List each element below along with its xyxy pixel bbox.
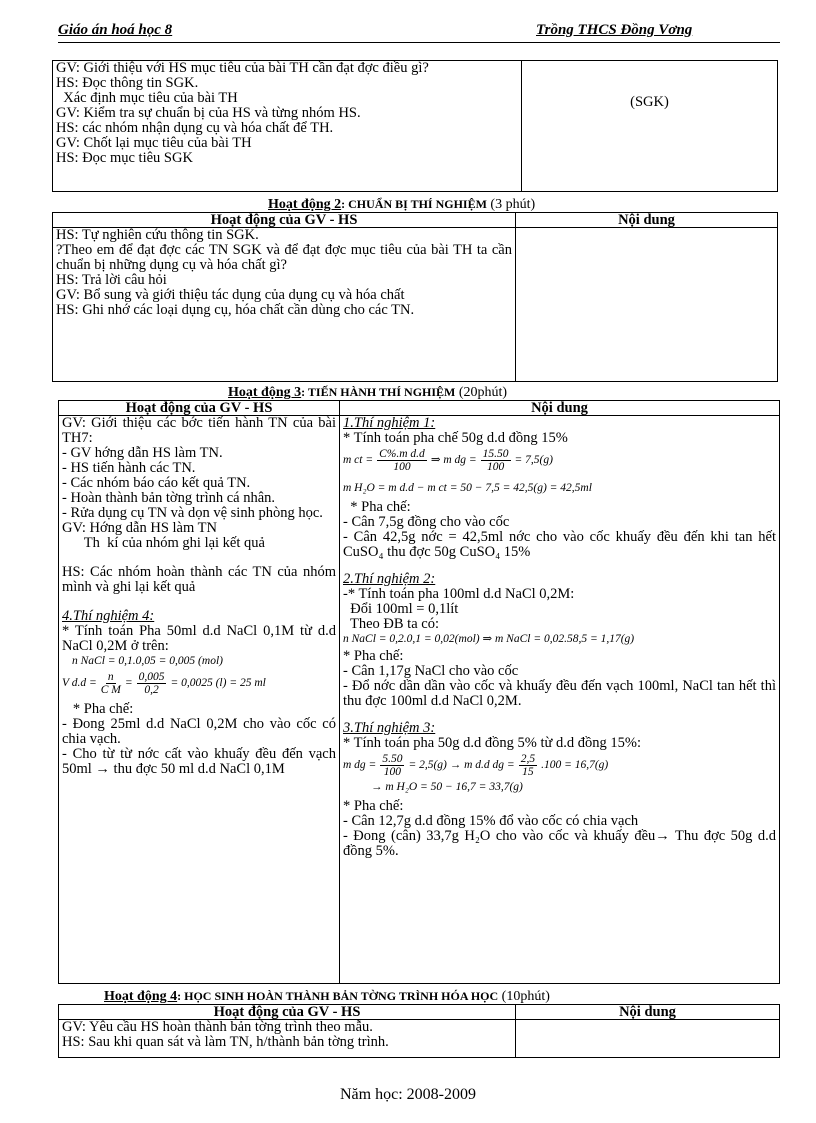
a3-line: - Rửa dụng cụ TN và dọn vệ sinh phòng học. (62, 505, 323, 521)
exp3-step: - Đong (cân) 33,7g H₂O cho vào cốc và khuấy đều→ Thu đợc 50g d.d đồng 5%. (343, 828, 776, 859)
a3-line: - Các nhóm báo cáo kết quả TN. (62, 475, 251, 491)
a3-line: Th kí của nhóm ghi lại kết quả (62, 535, 265, 551)
exp4-formula2: V d.d = $\frac{n}{\text{C M}}$ = $\frac{0,005}{0,2}$ = 0,0025 (l) = 25 ml (62, 671, 266, 696)
exp4-formula1: n NaCl = 0,1.0,05 = 0,005 (mol) (72, 655, 223, 667)
intro-line: HS: Đọc mục tiêu SGK (56, 150, 193, 166)
a3-line: - GV hớng dẫn HS làm TN. (62, 445, 223, 461)
exp1-formula2: m H₂O = m d.d − m ct = 50 − 7,5 = 42,5(g) = 42,5ml (343, 482, 592, 494)
table-activity3 (58, 400, 780, 984)
exp3-formula1: m dg = $\frac{5.50}{100}$ = 2,5(g) → m d.d dg = $\frac{2,5}{15}$ .100 = 16,7(g) (343, 753, 609, 778)
exp2-title: 2.Thí nghiệm 2: (343, 571, 436, 587)
exp4-step: - Cho từ từ nớc cất vào khuấy đều đến vạch 50ml → thu đợc 50 ml d.d NaCl 0,1M (62, 746, 336, 777)
exp1-formula1: m ct = $\frac{\text{C\%.m d.d}}{100}$ ⇒ m dg = $\frac{15.50}{100}$ = 7,5(g) (343, 448, 553, 473)
exp4-prep: * Pha chế: (62, 701, 134, 717)
exp2-line: Đổi 100ml = 0,1lít (343, 601, 459, 617)
fraction: $\frac{2,5}{15}$ (520, 753, 536, 778)
table-activity2 (52, 212, 778, 382)
fraction: $\frac{0,005}{0,2}$ (138, 671, 165, 696)
a3-line: - HS tiến hành các TN. (62, 460, 196, 476)
fraction: $\frac{5.50}{100}$ (382, 753, 403, 778)
a2-line: HS: Tự nghiên cứu thông tin SGK. (56, 227, 259, 243)
a3-line: GV: Hớng dẫn HS làm TN (62, 520, 217, 536)
exp1-step: - Cân 7,5g đồng cho vào cốc (343, 514, 510, 530)
exp2-step: - Cân 1,17g NaCl cho vào cốc (343, 663, 519, 679)
footer-year: Năm học: 2008-2009 (340, 1086, 476, 1103)
exp1-step: - Cân 42,5g nớc = 42,5ml nớc cho vào cốc khuấy đều đến khi tan hết CuSO₄ thu đợc 50g CuSO₄ 15% (343, 529, 776, 560)
a4-left-cell (59, 1020, 516, 1058)
a4-right-cell (516, 1020, 780, 1058)
fraction: $\frac{n}{\text{C M}}$ (100, 671, 121, 696)
fraction: $\frac{\text{C\%.m d.d}}{100}$ (379, 448, 425, 473)
a3-right-cell (340, 416, 780, 984)
exp3-formula2: → m H₂O = 50 − 16,7 = 33,7(g) (371, 781, 523, 793)
a4-line: GV: Yêu cầu HS hoàn thành bản tờng trình theo mẫu. (62, 1019, 373, 1035)
exp2-calc: -* Tính toán pha 100ml d.d NaCl 0,2M: (343, 586, 575, 602)
page-header (58, 20, 780, 43)
a2-line: HS: Ghi nhớ các loại dụng cụ, hóa chất cần dùng cho các TN. (56, 302, 415, 318)
exp3-prep: * Pha chế: (343, 798, 404, 814)
exp4-calc: * Tính toán Pha 50ml d.d NaCl 0,1M từ d.d NaCl 0,2M ở trên: (62, 623, 336, 654)
exp1-calc: * Tính toán pha chế 50g d.d đồng 15% (343, 430, 568, 446)
a3-hs-line: HS: Các nhóm hoàn thành các TN của nhóm mình và ghi lại kết quả (62, 564, 336, 595)
fraction: $\frac{15.50}{100}$ (482, 448, 509, 473)
intro-line: HS: các nhóm nhận dụng cụ và hóa chất để TH. (56, 120, 334, 136)
a2-line: HS: Trả lời câu hỏi (56, 272, 167, 288)
intro-sgk: (SGK) (630, 94, 669, 110)
exp1-title: 1.Thí nghiệm 1: (343, 415, 436, 431)
a3-left-cell (59, 416, 340, 984)
a4-col1: Hoạt động của GV - HS (59, 1005, 516, 1020)
a2-left-cell (53, 228, 516, 382)
intro-line: HS: Đọc thông tin SGK. (56, 75, 199, 91)
exp2-step: - Đổ nớc dần dần vào cốc và khuấy đều đến vạch 100ml, NaCl tan hết thì thu đợc 100ml d.d NaCl 0,2M. (343, 678, 776, 709)
exp4-step: - Đong 25ml d.d NaCl 0,2M cho vào cốc có chia vạch. (62, 716, 336, 747)
a2-col1: Hoạt động của GV - HS (53, 213, 516, 228)
exp2-line: Theo ĐB ta có: (343, 616, 439, 632)
exp1-prep: * Pha chế: (343, 499, 411, 515)
a3-line: GV: Giới thiệu các bớc tiến hành TN của bài TH7: (62, 415, 336, 446)
a4-line: HS: Sau khi quan sát và làm TN, h/thành bản tờng trình. (62, 1034, 389, 1050)
activity2-title: Hoạt động 2: CHUẨN BỊ THÍ NGHIỆM (3 phút) (268, 197, 536, 212)
exp3-step: - Cân 12,7g d.d đồng 15% đổ vào cốc có chia vạch (343, 813, 639, 829)
exp4-title: 4.Thí nghiệm 4: (62, 608, 155, 624)
exp2-formula1: n NaCl = 0,2.0,1 = 0,02(mol) ⇒ m NaCl = 0,02.58,5 = 1,17(g) (343, 633, 635, 645)
intro-line: GV: Chốt lại mục tiêu của bài TH (56, 135, 252, 151)
intro-right-cell (522, 61, 778, 192)
exp3-calc: * Tính toán pha 50g d.d đồng 5% từ d.d đồng 15%: (343, 735, 641, 751)
table-intro (52, 60, 778, 192)
exp2-prep: * Pha chế: (343, 648, 404, 664)
a2-col2: Nội dung (516, 213, 778, 228)
intro-line: GV: Kiểm tra sự chuẩn bị của HS và từng nhóm HS. (56, 105, 361, 121)
a2-line: GV: Bổ sung và giới thiệu tác dụng của dụng cụ và hóa chất (56, 287, 405, 303)
a4-col2: Nội dung (516, 1005, 780, 1020)
a3-line: - Hoàn thành bản tờng trình cá nhân. (62, 490, 276, 506)
a3-col2: Nội dung (340, 401, 780, 416)
intro-left-cell (53, 61, 522, 192)
header-left: Giáo án hoá học 8 (58, 22, 173, 38)
header-right: Trồng THCS Đồng Vơng (536, 22, 693, 38)
a2-line: ?Theo em để đạt đợc các TN SGK và để đạt đợc mục tiêu của bài TH ta cần chuẩn bị những dụng cụ và hóa chất gì? (56, 242, 512, 273)
intro-line: Xác định mục tiêu của bài TH (56, 90, 238, 106)
a2-right-cell (516, 228, 778, 382)
table-activity4 (58, 1004, 780, 1058)
exp3-title: 3.Thí nghiệm 3: (343, 720, 436, 736)
a3-col1: Hoạt động của GV - HS (59, 401, 340, 416)
activity3-title: Hoạt động 3: TIẾN HÀNH THÍ NGHIỆM (20phút) (228, 385, 508, 400)
activity4-title: Hoạt động 4: HỌC SINH HOÀN THÀNH BẢN TỜNG TRÌNH HÓA HỌC (10phút) (104, 989, 550, 1004)
intro-line: GV: Giới thiệu với HS mục tiêu của bài TH cần đạt đợc điều gì? (56, 60, 429, 76)
